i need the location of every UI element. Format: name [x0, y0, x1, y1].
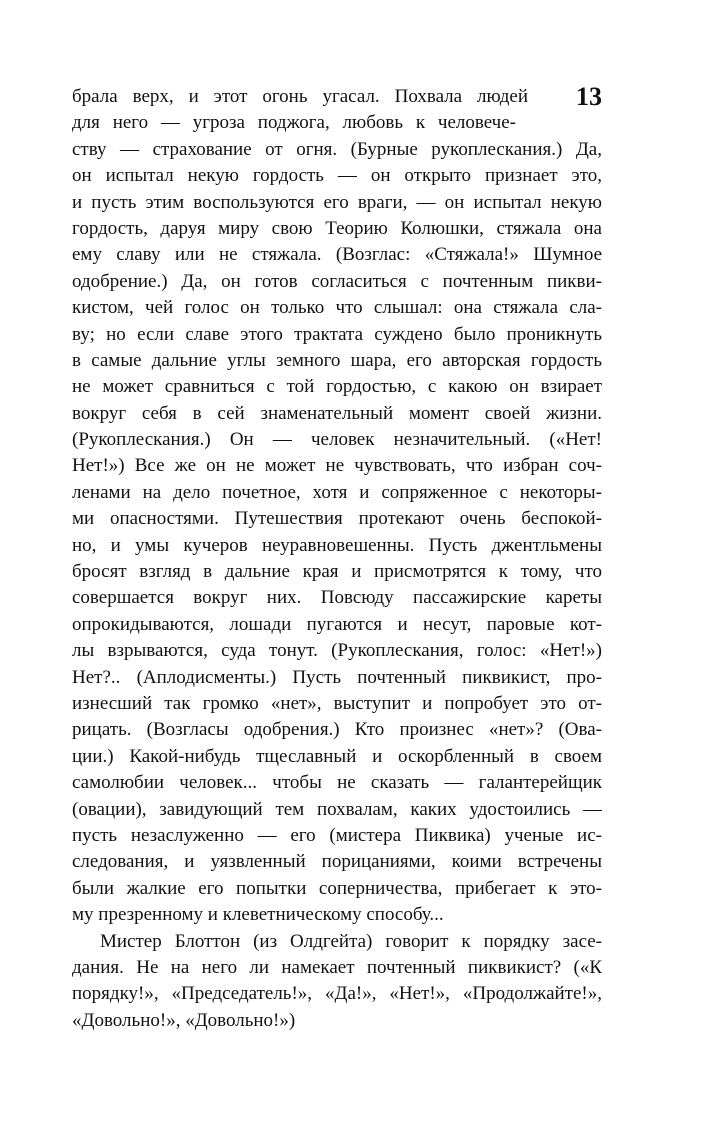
- text-line: му презренному и клеветническому способу...: [72, 904, 444, 926]
- text-line: ции.) Какой-нибудь тщеславный и оскорбленный в своем: [72, 745, 602, 767]
- body-text: [72, 84, 602, 1034]
- text-line: лы взрываются, суда тонут. (Рукоплескания, голос: «Нет!»): [72, 640, 602, 662]
- text-line: не может сравниться с той гордостью, с какою он взирает: [72, 376, 602, 398]
- text-line: для него — угроза поджога, любовь к человече-: [72, 112, 516, 134]
- text-line: ми опасностями. Путешествия протекают очень беспокой-: [72, 508, 602, 530]
- text-line: были жалкие его попытки соперничества, прибегает к это-: [72, 877, 602, 899]
- text-line: «Довольно!», «Довольно!»): [72, 1009, 296, 1031]
- text-line: Нет!») Все же он не может не чувствовать, что избран соч-: [72, 455, 602, 477]
- text-line: он испытал некую гордость — он открыто признает это,: [72, 165, 602, 187]
- text-line: следования, и уязвленный порицаниями, коими встречены: [72, 851, 602, 873]
- text-line: ству — страхование от огня. (Бурные рукоплескания.) Да,: [72, 138, 602, 160]
- text-line: самолюбии человек... чтобы не сказать — галантерейщик: [72, 772, 602, 794]
- text-line: совершается вокруг них. Повсюду пассажирские кареты: [72, 587, 602, 609]
- text-line: и пусть этим воспользуются его враги, — он испытал некую: [72, 191, 602, 213]
- paragraph-1: [72, 84, 602, 929]
- text-line: пусть незаслуженно — его (мистера Пиквика) ученые ис-: [72, 824, 602, 846]
- text-line: (Рукоплескания.) Он — человек незначительный. («Нет!: [72, 429, 602, 451]
- paragraph-2: [72, 929, 602, 1035]
- text-line: ленами на дело почетное, хотя и сопряженное с некоторы-: [72, 481, 602, 503]
- text-line: порядку!», «Председатель!», «Да!», «Нет!», «Продолжайте!»,: [72, 983, 602, 1005]
- text-line: ему славу или не стяжала. (Возглас: «Стяжала!» Шумное: [72, 244, 602, 266]
- text-line: (овации), завидующий тем похвалам, каких удостоились —: [72, 798, 602, 820]
- text-line: кистом, чей голос он только что слышал: она стяжала сла-: [72, 297, 602, 319]
- text-line: ву; но если славе этого трактата суждено было проникнуть: [72, 323, 602, 345]
- text-line: изнесший так громко «нет», выступит и попробует это от-: [72, 692, 602, 714]
- page-number: 13: [576, 82, 602, 111]
- text-line: но, и умы кучеров неуравновешенны. Пусть джентльмены: [72, 534, 602, 556]
- text-line: вокруг себя в сей знаменательный момент своей жизни.: [72, 402, 602, 424]
- text-line: рицать. (Возгласы одобрения.) Кто произнес «нет»? (Ова-: [72, 719, 602, 741]
- text-line: одобрение.) Да, он готов согласиться с почтенным пикви-: [72, 270, 602, 292]
- text-line: опрокидываются, лошади пугаются и несут, паровые кот-: [72, 613, 602, 635]
- text-line: в самые дальние углы земного шара, его авторская гордость: [72, 349, 602, 371]
- text-line: бросят взгляд в дальние края и присмотрятся к тому, что: [72, 561, 602, 583]
- text-line: Мистер Блоттон (из Олдгейта) говорит к порядку засе-: [100, 930, 602, 952]
- text-line: дания. Не на него ли намекает почтенный пиквикист? («К: [72, 956, 602, 978]
- text-line: брала верх, и этот огонь угасал. Похвала людей: [72, 86, 528, 107]
- text-line: гордость, даруя миру свою Теорию Колюшки, стяжала она: [72, 217, 602, 239]
- text-line: Нет?.. (Аплодисменты.) Пусть почтенный пиквикист, про-: [72, 666, 602, 688]
